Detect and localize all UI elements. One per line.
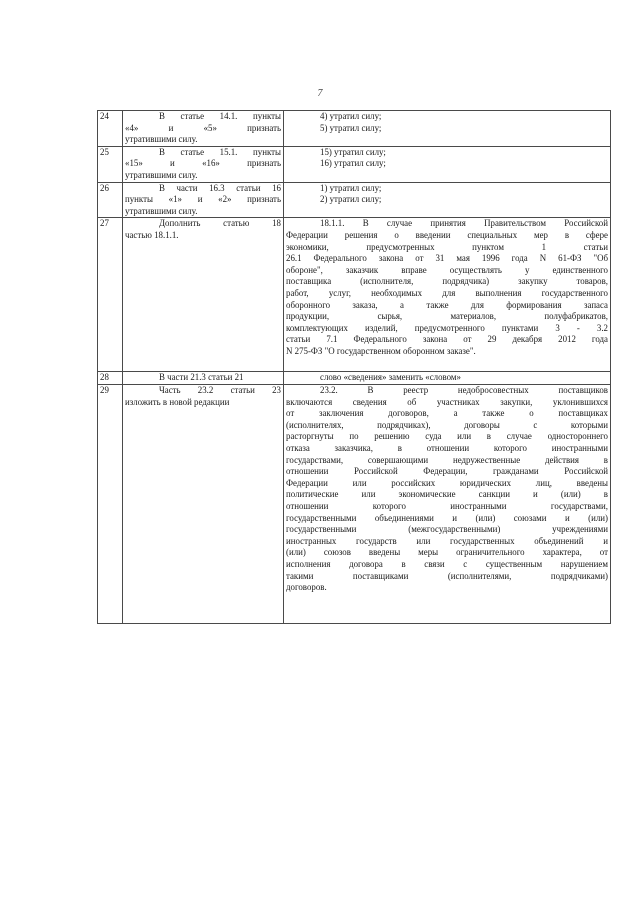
table-row — [98, 385, 611, 624]
table-row — [98, 182, 611, 218]
amendment-text: 1) утратил силу; 2) утратил силу; — [284, 182, 611, 218]
amendment-text: 15) утратил силу; 16) утратил силу; — [284, 146, 611, 182]
amendment-action: В статье 14.1. пункты «4» и «5» признать утратившими силу. — [123, 111, 284, 147]
amendment-text: 18.1.1. В случае принятия Правительством Российской Федерации решения о введении специальных мер в сфере экономики, предусмотренных пунктом 1 статьи 26.1 Федерального закона от 31 мая 1996 года N 61-ФЗ "Об обороне", заказчик вправе осуществлять у единственного поставщика (исполнителя, подрядчика) закупку товаров, работ, услуг, необходимых для выполнения государственного оборонного заказа, а также для формирования запаса продукции, сырья, материалов, полуфабрикатов, комплектующих изделий, предусмотренного пунктами 3 - 3.2 статьи 7.1 Федерального закона от 29 декабря 2012 года N 275-ФЗ "О государственном оборонном заказе". — [284, 218, 611, 372]
amendment-action: В статье 15.1. пункты «15» и «16» признать утратившими силу. — [123, 146, 284, 182]
table-row — [98, 218, 611, 372]
amendment-action: В части 21.3 статьи 21 — [123, 372, 284, 385]
table-row — [98, 372, 611, 385]
amendment-action: Часть 23.2 статьи 23 изложить в новой редакции — [123, 385, 284, 624]
amendment-text: 4) утратил силу; 5) утратил силу; — [284, 111, 611, 147]
row-number: 27 — [98, 218, 123, 372]
amendment-text: 23.2. В реестр недобросовестных поставщиков включаются сведения об участниках закупки, уклонившихся от заключения договоров, а также о поставщиках (исполнителях, подрядчиках), договоры с которыми расторгнуты по решению суда или в случае одностороннего отказа заказчика, в отношении которого иностранными государствами, совершающими недружественные действия в отношении Российской Федерации, гражданами Российской Федерации или российских юридических лиц, введены политические или экономические санкции и (или) в отношении которого иностранными государствами, государственными объединениями и (или) союзами и (или) государственными (межгосударственными) учреждениями иностранных государств или государственных объединений и (или) союзов введены меры ограничительного характера, от исполнения договора в связи с существенным нарушением такими поставщиками (исполнителями, подрядчиками) договоров. — [284, 385, 611, 624]
row-number: 26 — [98, 182, 123, 218]
row-number: 28 — [98, 372, 123, 385]
table-row — [98, 146, 611, 182]
row-number: 25 — [98, 146, 123, 182]
row-number: 24 — [98, 111, 123, 147]
table-row — [98, 111, 611, 147]
row-number: 29 — [98, 385, 123, 624]
amendment-action: В части 16.3 статьи 16 пункты «1» и «2» признать утратившими силу. — [123, 182, 284, 218]
page-number: 7 — [317, 88, 323, 99]
amendment-text: слово «сведения» заменить «словом» — [284, 372, 611, 385]
amendments-table — [97, 110, 611, 624]
amendment-action: Дополнить статью 18 частью 18.1.1. — [123, 218, 284, 372]
